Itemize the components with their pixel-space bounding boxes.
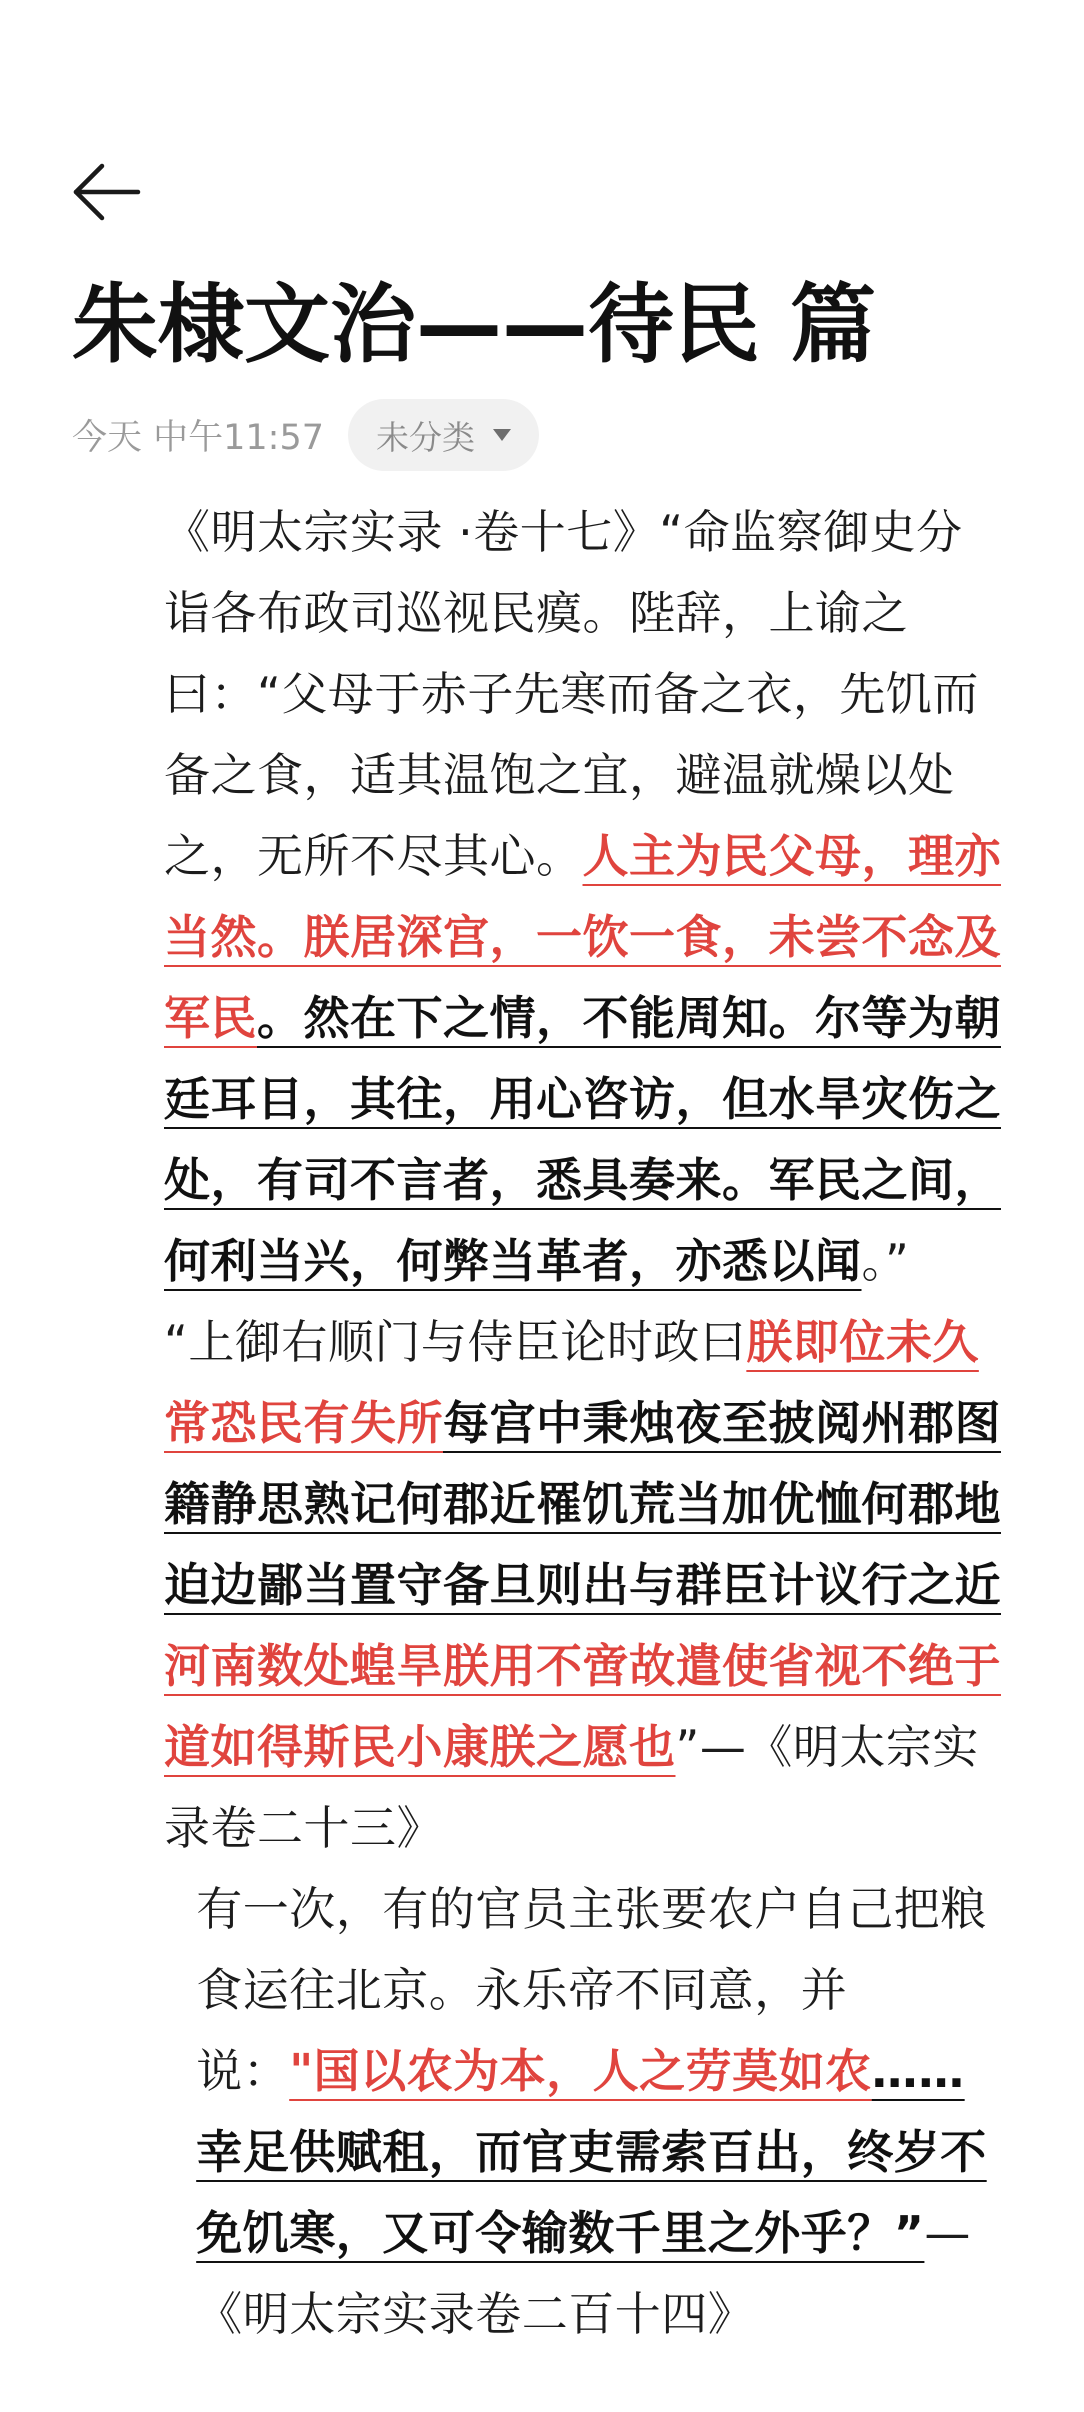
p3-bold-underline: ……幸足供赋租，而官吏需索百出，终岁不免饥寒，又可令输数千里之外乎？” <box>196 2044 987 2260</box>
note-title[interactable]: 朱棣文治——待民 篇 <box>72 275 876 375</box>
category-dropdown[interactable] <box>348 399 539 471</box>
p2-red-highlight-1: 朕即位未久常恐民有失所 <box>164 1315 979 1450</box>
p1-tail-text: 。” <box>861 1234 910 1288</box>
p3-normal-text: 有一次，有的官员主张要农户自己把粮食运往北京。永乐帝不同意，并说： <box>196 1882 987 2098</box>
p2-red-highlight-2: 河南数处蝗旱朕用不啻故遣使省视不绝于道如得斯民小康朕之愿也 <box>164 1639 1001 1774</box>
p1-red-highlight: 人主为民父母，理亦当然。朕居深宫，一饮一食，未尝不念及军民 <box>164 829 1001 1045</box>
back-button[interactable] <box>66 150 150 234</box>
p3-red-highlight: "国以农为本，人之劳莫如农 <box>289 2044 872 2098</box>
paragraph-1 <box>72 492 1004 1302</box>
p1-normal-text: 《明太宗实录 ·卷十七》“命监察御史分诣各布政司巡视民瘼。陛辞，上谕之曰：“父母于赤子先寒而备之衣，先饥而备之食，适其温饱之宜，避温就燥以处之，无所不尽其心。 <box>164 505 979 883</box>
p2-tail-text: ”—《明太宗实录卷二十三》 <box>164 1720 979 1855</box>
note-date: 今天 中午11:57 <box>72 418 324 458</box>
p2-bold-underline: 每宫中秉烛夜至披阅州郡图籍静思熟记何郡近罹饥荒当加优恤何郡地迫边鄙当置守备旦则出与群臣计议行之近 <box>164 1396 1001 1612</box>
note-meta <box>72 398 539 472</box>
p2-normal-text: “上御右顺门与侍臣论时政曰 <box>164 1315 747 1369</box>
paragraph-2 <box>72 1302 1004 1869</box>
arrow-left-icon <box>66 150 150 234</box>
p3-tail-text: —《明太宗实录卷二百十四》 <box>196 2206 971 2341</box>
note-body[interactable] <box>72 492 1004 2355</box>
category-label: 未分类 <box>376 417 475 457</box>
paragraph-3 <box>72 1869 1004 2355</box>
p1-bold-underline: 。然在下之情，不能周知。尔等为朝廷耳目，其往，用心咨访，但水旱灾伤之处，有司不言者，悉具奏来。军民之间，何利当兴，何弊当革者，亦悉以闻 <box>164 991 1001 1288</box>
chevron-down-icon <box>493 429 511 441</box>
